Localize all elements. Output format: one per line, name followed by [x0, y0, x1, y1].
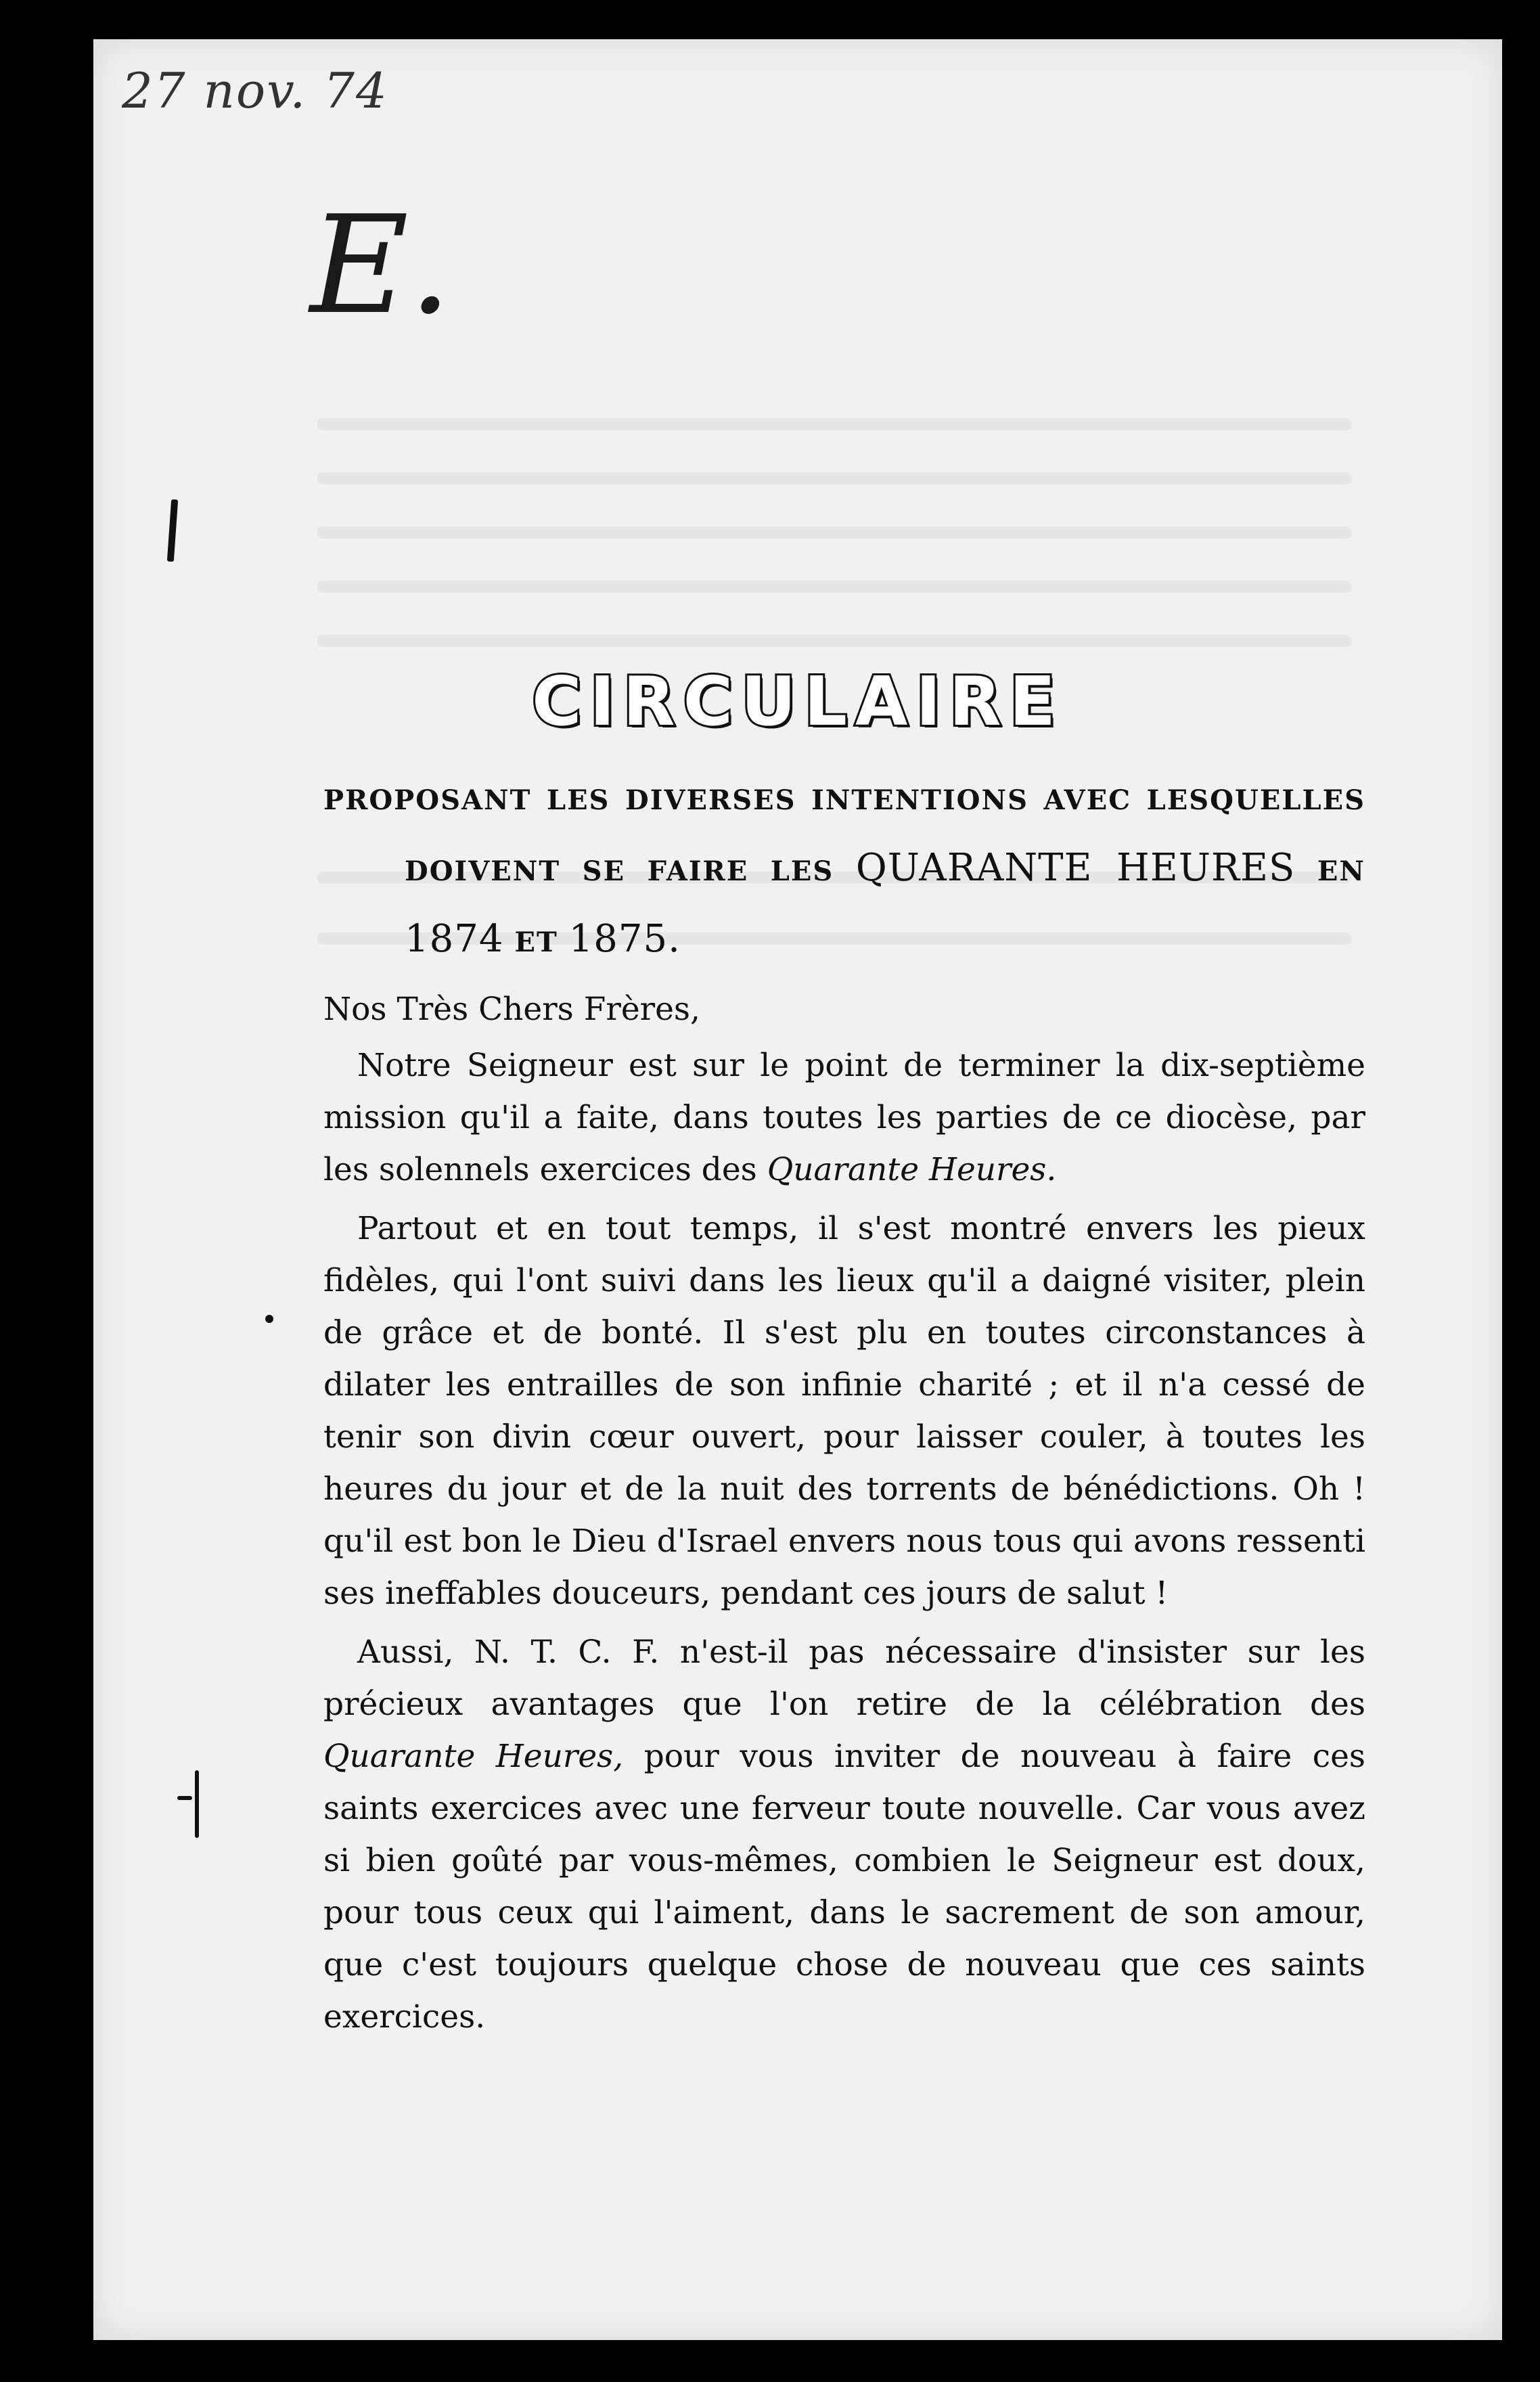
- salutation: Nos Très Chers Frères,: [323, 991, 700, 1028]
- subtitle-line-2-end: EN: [1317, 855, 1365, 887]
- document-page: [93, 39, 1502, 2340]
- paragraph-3-italic: Quarante Heures,: [323, 1738, 624, 1775]
- subtitle-year-1875: 1875.: [568, 917, 681, 961]
- bleed-through-line: [317, 418, 1352, 430]
- margin-bracket-mark: [195, 1770, 199, 1838]
- paragraph-1-italic: Quarante Heures.: [767, 1151, 1057, 1188]
- handwritten-date-note: 27 nov. 74: [122, 62, 388, 119]
- subtitle-line-3: [323, 905, 1365, 976]
- paragraph-2: Partout et en tout temps, il s'est montré envers les pieux fidèles, qui l'ont suivi dans les lieux qu'il a daigné visiter, plein de grâce et de bonté. Il s'est plu en toutes circonstances à dilater les entrailles de son infinie charité ; et il n'a cessé de tenir son divin cœur ouvert, pour laisser couler, à toutes les heures du jour et de la nuit des torrents de bénédictions. Oh ! qu'il est bon le Dieu d'Israel envers nous tous qui avons ressenti ses ineffables douceurs, pendant ces jours de salut !: [323, 1210, 1365, 1612]
- letter-body: [323, 983, 1365, 2050]
- subtitle-et: ET: [514, 926, 558, 958]
- bleed-through-line: [317, 526, 1352, 539]
- subtitle-line-2: [323, 834, 1365, 905]
- document-title: CIRCULAIRE: [532, 662, 1064, 741]
- bleed-through-line: [317, 581, 1352, 593]
- bleed-through-line: [317, 472, 1352, 485]
- paragraph-3-text-a: Aussi, N. T. C. F. n'est-il pas nécessaire d'insister sur les précieux avantages que l'on retire de la célébration des: [323, 1634, 1365, 1723]
- margin-stroke-mark: [167, 499, 178, 562]
- paragraph-3: [323, 1626, 1365, 2043]
- subtitle-quarante-heures: QUARANTE HEURES: [855, 846, 1296, 890]
- margin-bracket-tick: [177, 1796, 192, 1800]
- subtitle-line-1: PROPOSANT LES DIVERSES INTENTIONS AVEC LESQUELLES: [323, 784, 1365, 816]
- document-subtitle: [323, 767, 1365, 976]
- handwritten-letter-mark: E.: [310, 187, 452, 344]
- subtitle-line-2-start: DOIVENT SE FAIRE LES: [405, 855, 834, 887]
- margin-dot-mark: [265, 1315, 273, 1323]
- paragraph-3-text-b: pour vous inviter de nouveau à faire ces saints exercices avec une ferveur toute nouvelle. Car vous avez si bien goûté par vous-mêmes, combien le Seigneur est doux, pour tous ceux qui l'aiment, dans le sacrement de son amour, que c'est toujours quelque chose de nouveau que ces saints exercices.: [323, 1738, 1365, 2036]
- paragraph-1-text: Notre Seigneur est sur le point de terminer la dix-septième mission qu'il a faite, dans toutes les parties de ce diocèse, par les solennels exercices des: [323, 1047, 1365, 1188]
- paragraph-1: [323, 1039, 1365, 1196]
- subtitle-year-1874: 1874: [405, 917, 504, 961]
- bleed-through-line: [317, 635, 1352, 647]
